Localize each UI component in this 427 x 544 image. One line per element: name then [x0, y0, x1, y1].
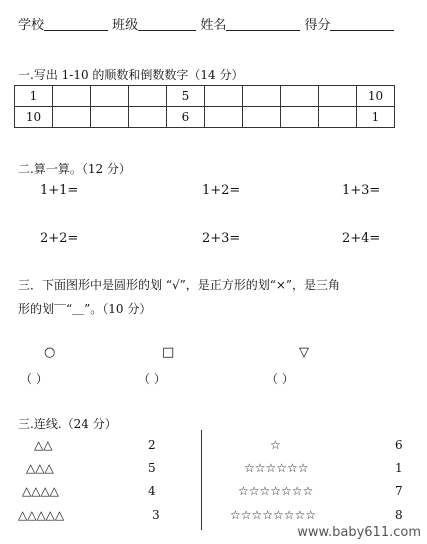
table-cell: 1 [357, 107, 395, 128]
table-cell[interactable] [243, 107, 281, 128]
match-number-right[interactable]: 7 [395, 484, 403, 498]
table-cell[interactable] [281, 86, 319, 107]
math-expression: 2+3= [202, 231, 241, 246]
triangle-shape: ▽ [299, 345, 309, 360]
table-cell[interactable] [91, 86, 129, 107]
math-expression: 1+2= [202, 183, 241, 198]
triangle-group[interactable]: △△△ [26, 461, 54, 475]
star-group[interactable]: ☆☆☆☆☆☆ [244, 461, 309, 475]
match-number-left[interactable]: 3 [152, 508, 160, 522]
match-number-right[interactable]: 6 [395, 438, 403, 452]
table-cell[interactable] [281, 107, 319, 128]
section3-title-line1: 三．下面图形中是圆形的划 “√”，是正方形的划“×”，是三角 [18, 278, 341, 292]
table-cell[interactable] [319, 86, 357, 107]
score-label: 得分 [304, 18, 331, 33]
table-cell[interactable] [91, 107, 129, 128]
school-blank[interactable] [44, 18, 108, 31]
name-blank[interactable] [226, 18, 300, 31]
class-blank[interactable] [138, 18, 196, 31]
number-sequence-table [14, 85, 395, 128]
match-number-left[interactable]: 5 [148, 461, 156, 475]
triangle-group[interactable]: △△△△ [22, 484, 59, 498]
table-cell: 5 [167, 86, 205, 107]
table-cell: 1 [15, 86, 53, 107]
table-cell: 10 [15, 107, 53, 128]
column-divider [201, 430, 202, 530]
table-cell[interactable] [319, 107, 357, 128]
answer-parentheses[interactable]: （ ） [266, 372, 294, 386]
header-row [18, 14, 394, 33]
star-group[interactable]: ☆ [270, 438, 281, 452]
table-cell[interactable] [243, 86, 281, 107]
math-expression: 1+3= [342, 183, 381, 198]
math-expression: 1+1= [40, 183, 79, 198]
section1-title: 一.写出 1-10 的顺数和倒数数字（14 分） [18, 68, 244, 82]
table-row [15, 86, 395, 107]
answer-parentheses[interactable]: （ ） [20, 372, 48, 386]
table-cell[interactable] [53, 86, 91, 107]
table-cell[interactable] [205, 107, 243, 128]
math-expression: 2+4= [342, 231, 381, 246]
table-cell[interactable] [129, 86, 167, 107]
name-label: 姓名 [200, 18, 227, 33]
triangle-group[interactable]: △△△△△ [18, 508, 65, 522]
site-watermark: www.baby611.com [297, 525, 421, 540]
match-number-left[interactable]: 4 [148, 484, 156, 498]
school-label: 学校 [18, 18, 45, 33]
table-cell: 6 [167, 107, 205, 128]
star-group[interactable]: ☆☆☆☆☆☆☆ [238, 484, 314, 498]
square-shape: □ [162, 345, 175, 360]
table-cell[interactable] [129, 107, 167, 128]
table-row [15, 107, 395, 128]
match-number-right[interactable]: 1 [395, 461, 403, 475]
math-expression: 2+2= [40, 231, 79, 246]
section3-title-line2: 形的划‾‾“＿”。（10 分） [18, 302, 152, 316]
score-blank[interactable] [330, 18, 394, 31]
circle-shape: ○ [44, 345, 56, 360]
answer-parentheses[interactable]: （ ） [138, 372, 166, 386]
section4-title: 三.连线.（24 分） [18, 417, 117, 431]
match-number-right[interactable]: 8 [395, 508, 403, 522]
section2-title: 二.算一算。（12 分） [18, 162, 131, 176]
table-cell: 10 [357, 86, 395, 107]
triangle-group[interactable]: △△ [34, 438, 53, 452]
star-group[interactable]: ☆☆☆☆☆☆☆☆ [230, 508, 317, 522]
table-cell[interactable] [205, 86, 243, 107]
table-cell[interactable] [53, 107, 91, 128]
class-label: 班级 [112, 18, 139, 33]
match-number-left[interactable]: 2 [148, 438, 156, 452]
